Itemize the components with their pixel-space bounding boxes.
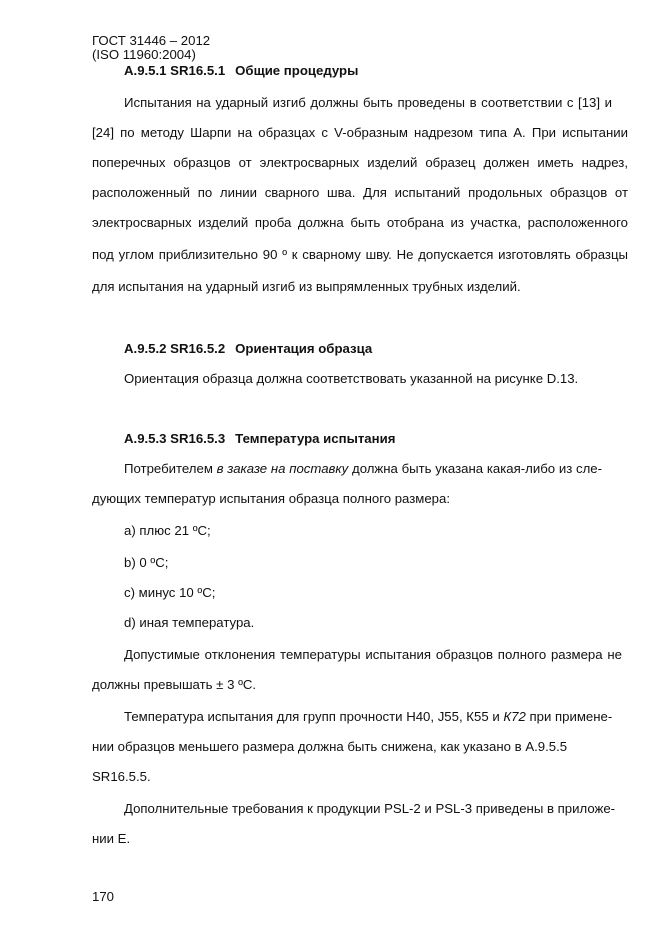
- italic-text-run: в заказе на поставку: [216, 461, 349, 476]
- list-item: b) 0 ºС;: [124, 555, 169, 570]
- section-heading-9-5-3: [124, 431, 395, 446]
- paragraph-line: Допустимые отклонения температуры испытания образцов полного размера не: [124, 647, 622, 662]
- section-number: A.9.5.1 SR16.5.1: [124, 63, 226, 78]
- paragraph-line: нии образцов меньшего размера должна быть снижена, как указано в А.9.5.5: [92, 739, 568, 754]
- section-number: A.9.5.3 SR16.5.3: [124, 431, 226, 446]
- paragraph-line: дующих температур испытания образца полного размера:: [92, 491, 451, 506]
- paragraph-line: нии Е.: [92, 831, 131, 846]
- paragraph-line: расположенный по линии сварного шва. Для испытаний продольных образцов от: [92, 185, 628, 200]
- italic-text-run: К72: [503, 709, 526, 724]
- paragraph-line: Дополнительные требования к продукции PSL-2 и PSL-3 приведены в приложе-: [124, 801, 616, 816]
- paragraph-line: должны превышать ± 3 ºС.: [92, 677, 257, 692]
- text-run: при примене-: [525, 709, 613, 724]
- text-run: должна быть указана какая-либо из сле-: [348, 461, 602, 476]
- paragraph-line: поперечных образцов от электросварных изделий образец должен иметь надрез,: [92, 155, 628, 170]
- paragraph-line: [124, 461, 602, 476]
- section-heading-9-5-1: [124, 63, 358, 78]
- section-title: Общие процедуры: [235, 63, 359, 78]
- section-number: A.9.5.2 SR16.5.2: [124, 341, 226, 356]
- list-item: d) иная температура.: [124, 615, 255, 630]
- section-heading-9-5-2: [124, 341, 372, 356]
- paragraph-line: [24] по методу Шарпи на образцах с V-образным надрезом типа А. При испытании: [92, 125, 628, 140]
- section-title: Температура испытания: [235, 431, 396, 446]
- list-item: c) минус 10 ºС;: [124, 585, 216, 600]
- paragraph-line: под углом приблизительно 90 º к сварному шву. Не допускается изготовлять образцы: [92, 247, 628, 262]
- section-title: Ориентация образца: [235, 341, 373, 356]
- document-header-standard: ГОСТ 31446 – 2012: [92, 33, 211, 48]
- document-header-iso: (ISO 11960:2004): [92, 47, 196, 62]
- list-item: a) плюс 21 ºС;: [124, 523, 211, 538]
- text-run: Потребителем: [124, 461, 217, 476]
- page-number: 170: [92, 889, 115, 904]
- paragraph-line: SR16.5.5.: [92, 769, 151, 784]
- paragraph-line: Испытания на ударный изгиб должны быть проведены в соответствии с [13] и: [124, 95, 612, 110]
- text-run: Температура испытания для групп прочности Н40, J55, К55 и: [124, 709, 504, 724]
- paragraph-line: электросварных изделий проба должна быть отобрана из участка, расположенного: [92, 215, 628, 230]
- paragraph-line: [124, 709, 613, 724]
- paragraph-line: для испытания на ударный изгиб из выпрямленных трубных изделий.: [92, 279, 521, 294]
- paragraph-line: Ориентация образца должна соответствовать указанной на рисунке D.13.: [124, 371, 579, 386]
